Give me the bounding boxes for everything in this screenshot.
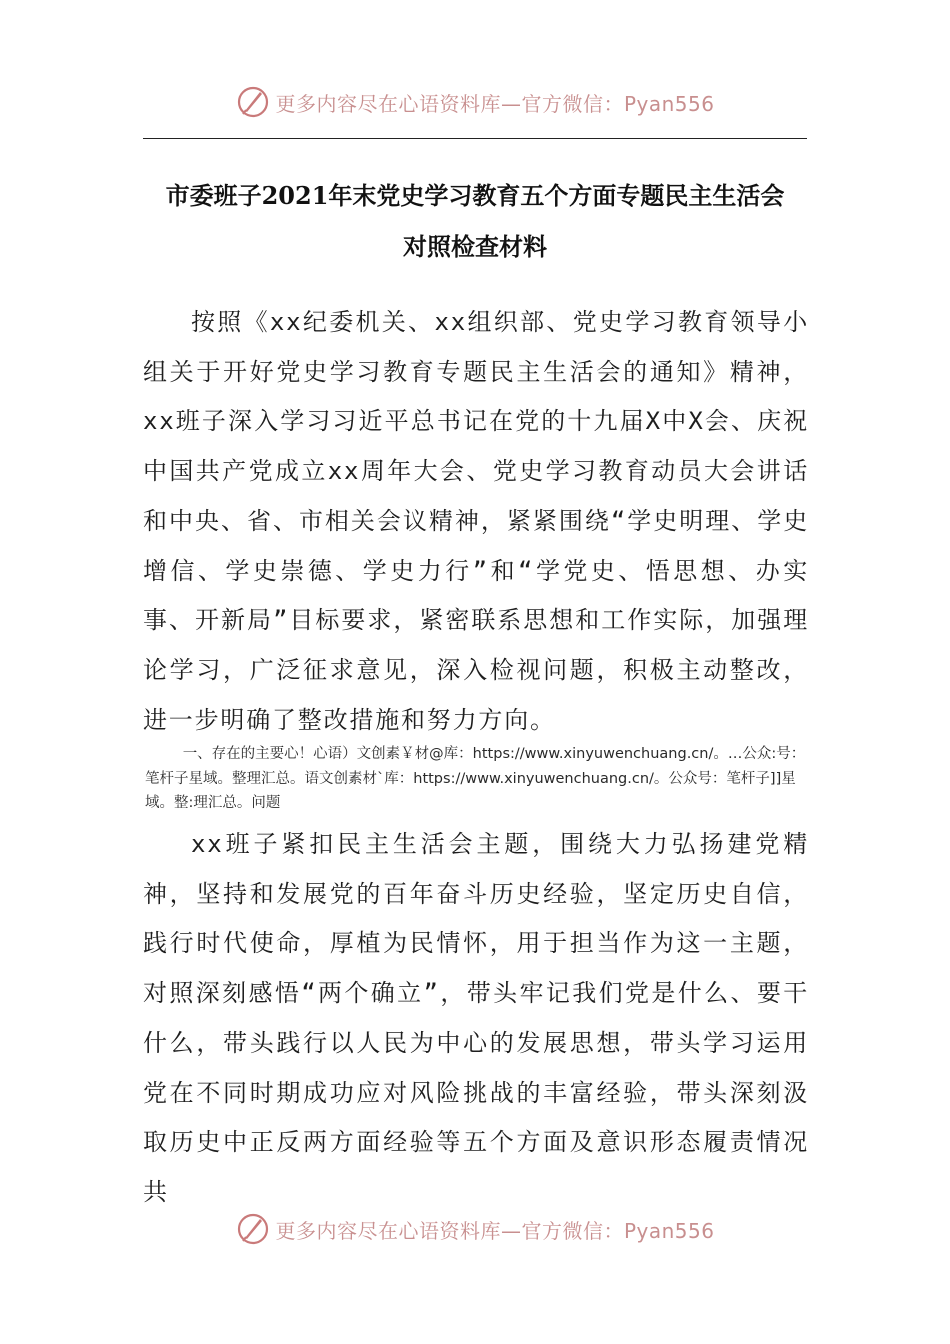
document-title-line-2: 对照检查材料	[403, 232, 547, 261]
document-title-line-1: 市委班子2021年末党史学习教育五个方面专题民主生活会	[165, 181, 785, 210]
body-paragraph-2: xx班子紧扣民主生活会主题，围绕大力弘扬建党精神，坚持和发展党的百年奋斗历史经验，坚定历史自信，践行时代使命，厚植为民情怀，用于担当作为这一主题，对照深刻感悟“两个确立”，带头牢记我们党是什么、要干什么，带头践行以人民为中心的发展思想，带头学习运用党在不同时期成功应对风险挑战的丰富经验，带头深刻汲取历史中正反两方面经验等五个方面及意识形态履责情况共	[143, 830, 809, 1206]
section-heading: 一、存在的主要心！心语）文创素￥材@库：https://www.xinyuwenchuang.cn/。…公众:号：笔杆子星域。整理汇总。语文创素材`库：https://www.xinyuwenchuang.cn/。公众号：笔杆子]]星域。整:理汇总。问题	[145, 746, 806, 811]
watermark-text: 更多内容尽在心语资料库—官方微信：Pyan556	[275, 1218, 715, 1243]
quill-logo-icon	[235, 84, 271, 120]
watermark-text: 更多内容尽在心语资料库—官方微信：Pyan556	[275, 91, 715, 116]
header-divider	[143, 138, 807, 139]
watermark-footer	[0, 1205, 950, 1253]
body-paragraph-1: 按照《xx纪委机关、xx组织部、党史学习教育领导小组关于开好党史学习教育专题民主生活会的通知》精神，xx班子深入学习习近平总书记在党的十九届X中X会、庆祝中国共产党成立xx周年大会、党史学习教育动员大会讲话和中央、省、市相关会议精神，紧紧围绕“学史明理、学史增信、学史崇德、学史力行”和“学党史、悟思想、办实事、开新局”目标要求，紧密联系思想和工作实际，加强理论学习，广泛征求意见，深入检视问题，积极主动整改，进一步明确了整改措施和努力方向。	[143, 308, 809, 734]
watermark-header	[0, 78, 950, 126]
quill-logo-icon	[235, 1211, 271, 1247]
